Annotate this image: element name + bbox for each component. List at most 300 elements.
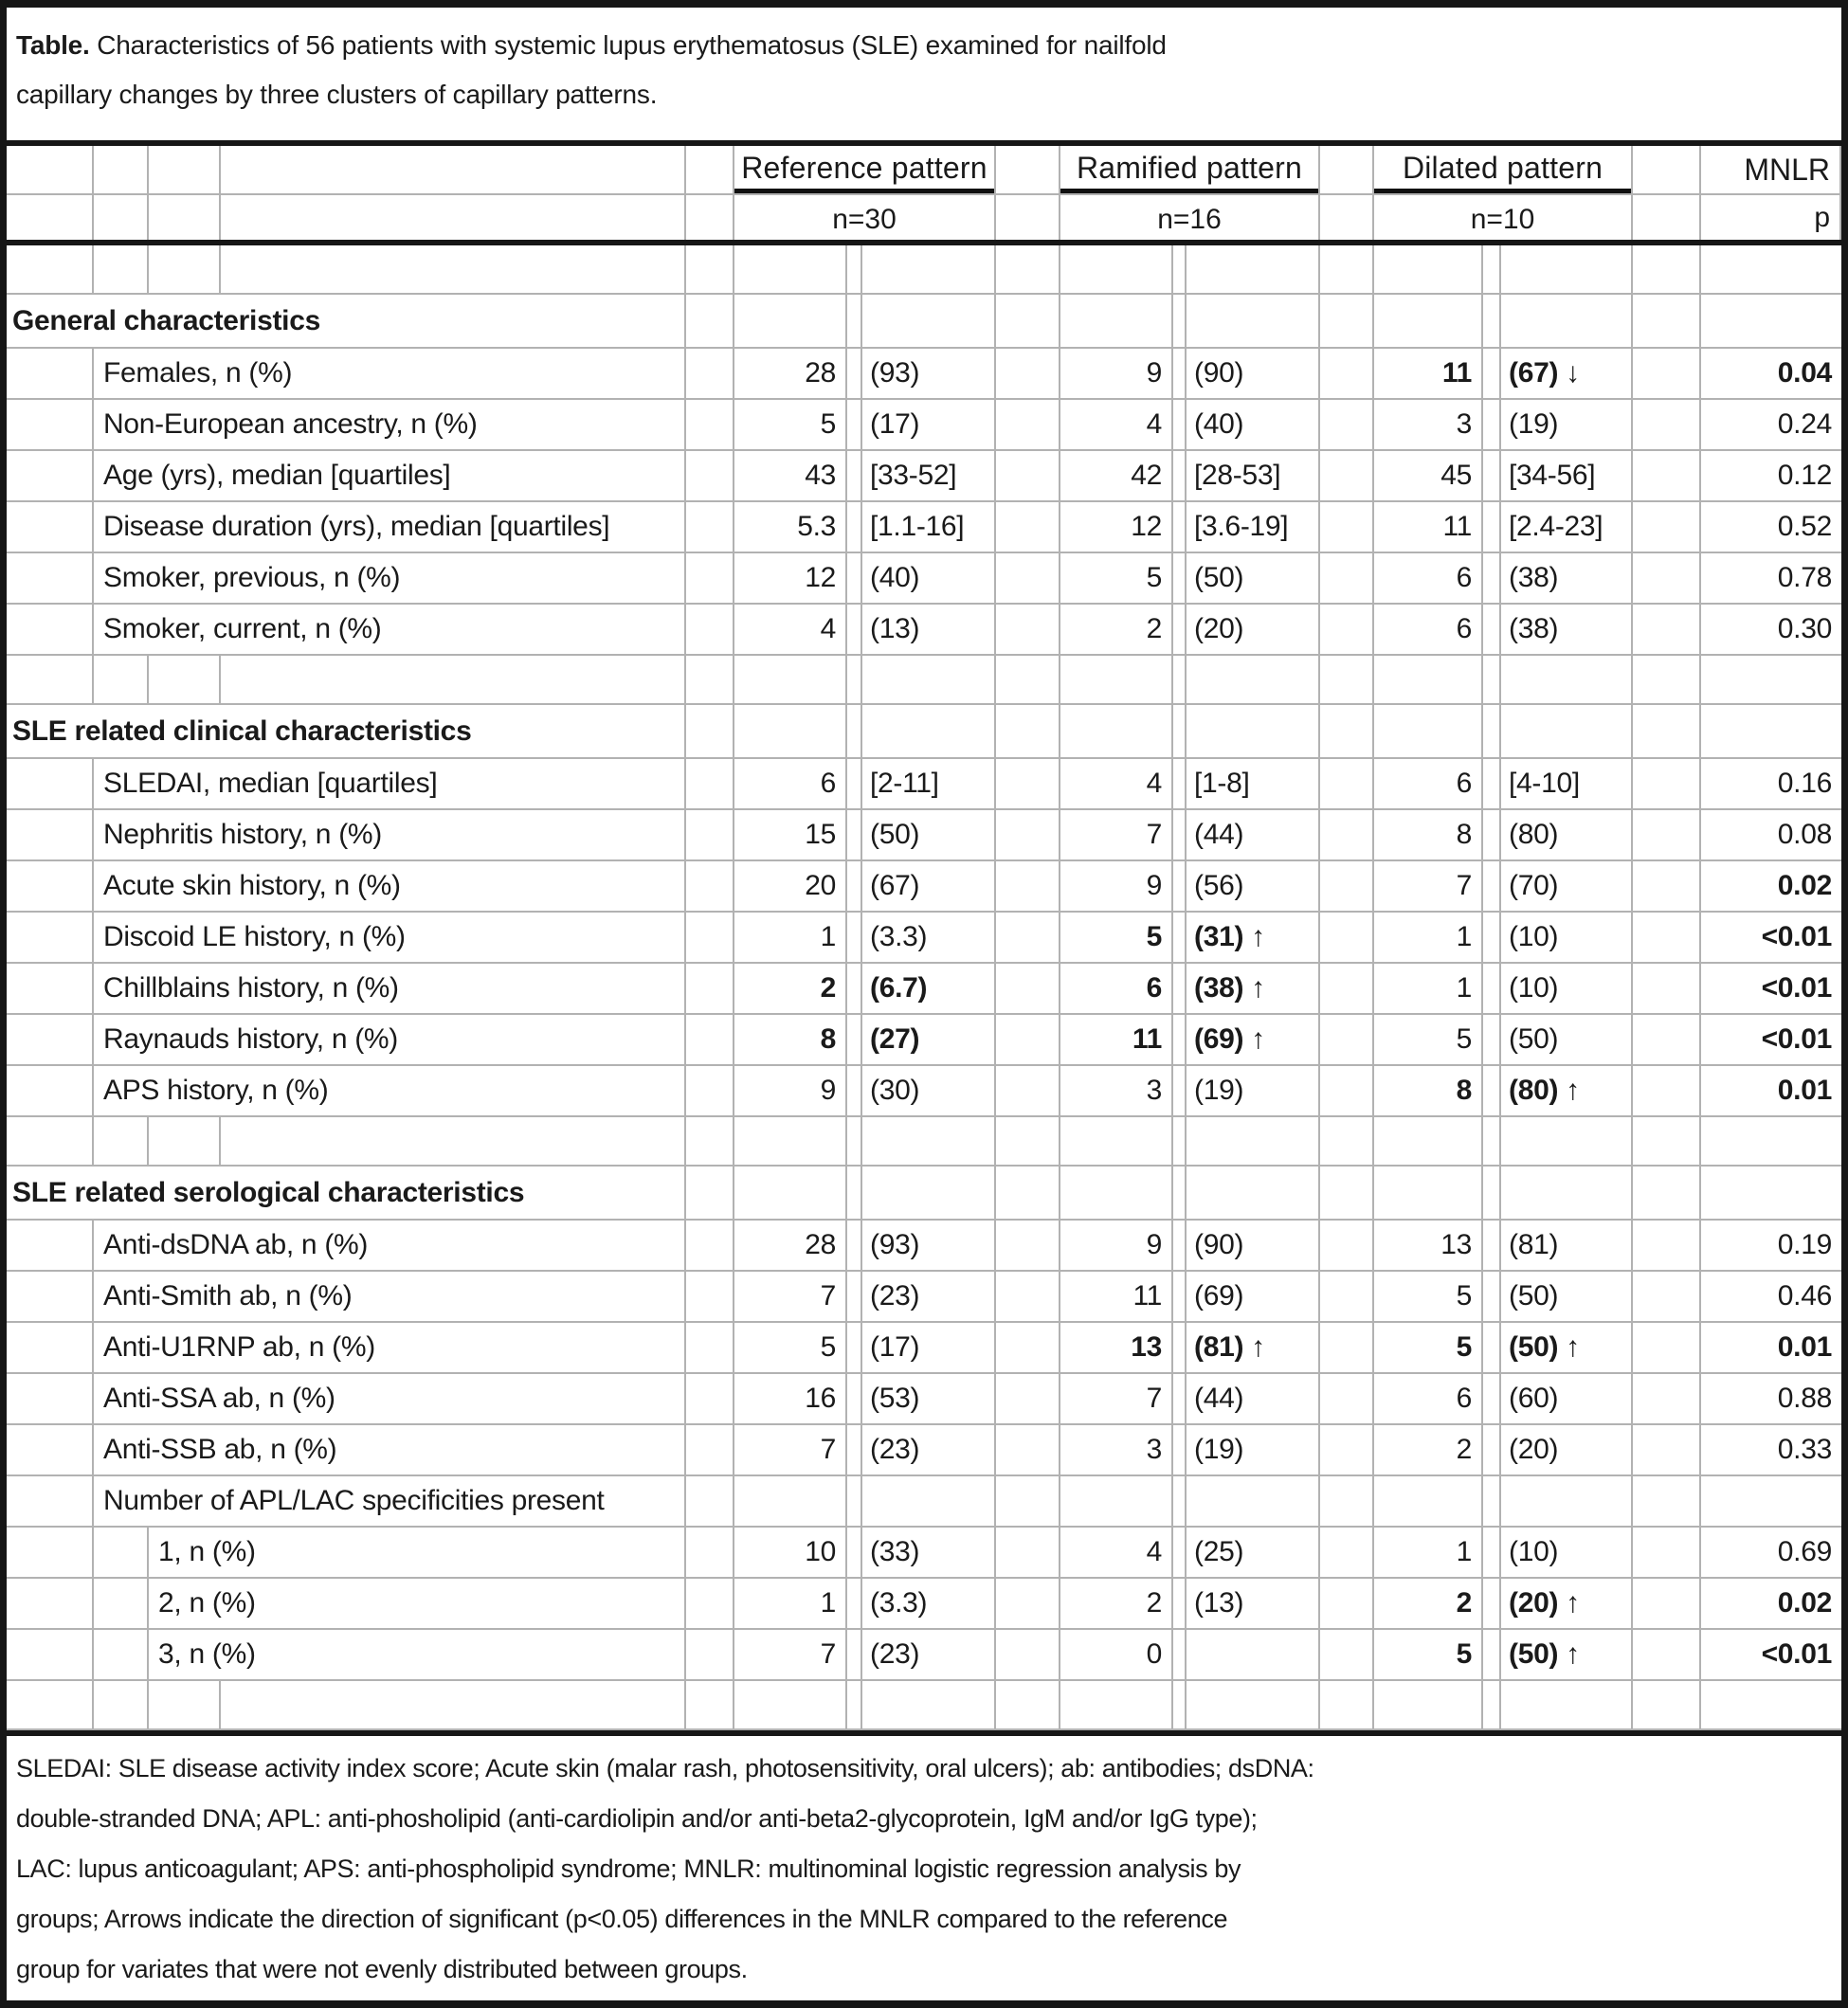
gap-cell — [1633, 1630, 1701, 1679]
row-label: 2, n (%) — [158, 1587, 256, 1619]
section-heading: SLE related clinical characteristics — [12, 715, 472, 747]
title-line1: Characteristics of 56 patients with systemic lupus erythematosus (SLE) examined for nailfold — [89, 30, 1167, 60]
narrow-cell — [847, 1528, 862, 1577]
grid-spacer — [94, 1117, 149, 1165]
table-row — [7, 759, 1841, 810]
gap-cell — [686, 1476, 734, 1526]
gap-cell — [1320, 1528, 1374, 1577]
cell-p-value — [1701, 1117, 1841, 1165]
row-label-cell — [7, 502, 686, 552]
grid-spacer — [149, 656, 221, 703]
narrow-cell — [847, 1015, 862, 1064]
cell-p-value: 0.52 — [1777, 511, 1832, 542]
gap-cell — [686, 705, 734, 757]
grid-spacer — [7, 349, 94, 398]
row-label-cell — [7, 605, 686, 654]
gap-cell — [996, 1323, 1060, 1372]
cell-reference-n: 16 — [734, 1374, 847, 1423]
cell-dilated-pct: [34-56] — [1501, 451, 1633, 500]
cell-dilated-n: 5 — [1374, 1630, 1483, 1679]
gap-cell — [1320, 656, 1374, 703]
cell-reference-pct: (33) — [862, 1528, 996, 1577]
gap-cell — [1633, 295, 1701, 347]
gap-cell — [1633, 502, 1701, 552]
narrow-cell — [1483, 1528, 1501, 1577]
row-label: Anti-U1RNP ab, n (%) — [103, 1331, 375, 1363]
cell-dilated-pct: [2.4-23] — [1501, 502, 1633, 552]
narrow-cell — [1483, 1066, 1501, 1115]
narrow-cell — [847, 759, 862, 808]
gap-cell — [1320, 195, 1374, 240]
gap-cell — [686, 1630, 734, 1679]
cell-p-value — [1701, 245, 1841, 293]
cell-dilated-pct: (60) — [1501, 1374, 1633, 1423]
row-label-cell — [7, 964, 686, 1013]
cell-reference-pct: (17) — [862, 1323, 996, 1372]
gap-cell — [686, 964, 734, 1013]
cell-ramified-pct: (20) — [1187, 605, 1320, 654]
cell-p-value: <0.01 — [1761, 1023, 1832, 1055]
cell-ramified-pct — [1187, 1167, 1320, 1219]
gap-cell — [996, 146, 1060, 193]
cell-p-value: 0.04 — [1777, 357, 1832, 389]
row-label: Discoid LE history, n (%) — [103, 921, 406, 952]
narrow-cell — [1483, 1681, 1501, 1728]
gap-cell — [996, 656, 1060, 703]
table-row — [7, 1015, 1841, 1066]
grid-spacer — [7, 1681, 94, 1728]
cell-dilated-n — [1374, 1476, 1483, 1526]
cell-reference-pct: (17) — [862, 400, 996, 449]
cell-p-value: 0.02 — [1777, 870, 1832, 901]
gap-cell — [1320, 1015, 1374, 1064]
narrow-cell — [1483, 400, 1501, 449]
narrow-cell — [1173, 913, 1187, 962]
cell-ramified-pct: (90) — [1187, 349, 1320, 398]
cell-ramified-pct — [1187, 705, 1320, 757]
column-header-reference-pattern: Reference pattern — [734, 146, 996, 193]
cell-dilated-n: 11 — [1374, 502, 1483, 552]
row-label-cell — [7, 861, 686, 911]
gap-cell — [996, 964, 1060, 1013]
narrow-cell — [847, 861, 862, 911]
narrow-cell — [1483, 1272, 1501, 1321]
cell-dilated-n — [1374, 1681, 1483, 1728]
cell-reference-pct: (40) — [862, 553, 996, 603]
cell-ramified-n: 11 — [1060, 1015, 1173, 1064]
cell-reference-n: 6 — [734, 759, 847, 808]
grid-spacer — [7, 1476, 94, 1526]
narrow-cell — [1483, 705, 1501, 757]
gap-cell — [686, 605, 734, 654]
cell-ramified-pct — [1187, 1630, 1320, 1679]
footnote-line: group for variates that were not evenly distributed between groups. — [16, 1955, 748, 1983]
cell-p-value — [1701, 295, 1841, 347]
cell-dilated-pct: (81) — [1501, 1221, 1633, 1270]
footnote-line: SLEDAI: SLE disease activity index score; Acute skin (malar rash, photosensitivity, oral ulcers); ab: antibodies; dsDNA: — [16, 1754, 1314, 1782]
narrow-cell — [1173, 502, 1187, 552]
gap-cell — [686, 146, 734, 193]
cell-reference-pct: (6.7) — [862, 964, 996, 1013]
cell-reference-pct: (13) — [862, 605, 996, 654]
row-label-cell — [7, 1579, 686, 1628]
cell-dilated-pct: [4-10] — [1501, 759, 1633, 808]
gap-cell — [1320, 861, 1374, 911]
narrow-cell — [1483, 1579, 1501, 1628]
table-row — [7, 502, 1841, 553]
grid-spacer — [94, 146, 149, 193]
cell-ramified-n: 11 — [1060, 1272, 1173, 1321]
cell-ramified-n: 9 — [1060, 1221, 1173, 1270]
cell-dilated-n — [1374, 656, 1483, 703]
row-label-cell — [7, 349, 686, 398]
cell-ramified-n: 4 — [1060, 400, 1173, 449]
gap-cell — [1320, 295, 1374, 347]
narrow-cell — [1173, 1066, 1187, 1115]
cell-reference-pct: (23) — [862, 1630, 996, 1679]
gap-cell — [996, 295, 1060, 347]
narrow-cell — [1173, 553, 1187, 603]
gap-cell — [686, 349, 734, 398]
cell-reference-n — [734, 295, 847, 347]
row-label: Anti-SSA ab, n (%) — [103, 1383, 335, 1414]
table-row — [7, 1374, 1841, 1425]
gap-cell — [996, 759, 1060, 808]
cell-ramified-pct — [1187, 295, 1320, 347]
row-label-cell — [7, 705, 686, 757]
narrow-cell — [847, 1476, 862, 1526]
grid-spacer — [149, 1117, 221, 1165]
column-subheader-row — [7, 195, 1841, 245]
narrow-cell — [1483, 656, 1501, 703]
header-label-area — [7, 146, 686, 193]
gap-cell — [996, 1221, 1060, 1270]
gap-cell — [1320, 502, 1374, 552]
cell-dilated-pct — [1501, 656, 1633, 703]
cell-ramified-pct: [3.6-19] — [1187, 502, 1320, 552]
grid-spacer — [7, 861, 94, 911]
narrow-cell — [847, 295, 862, 347]
cell-ramified-n: 7 — [1060, 810, 1173, 859]
gap-cell — [996, 810, 1060, 859]
row-label-cell — [7, 451, 686, 500]
cell-ramified-pct: (31) ↑ — [1187, 913, 1320, 962]
row-label-cell — [7, 1066, 686, 1115]
cell-dilated-pct: (50) — [1501, 1272, 1633, 1321]
cell-dilated-n: 1 — [1374, 1528, 1483, 1577]
gap-cell — [1633, 1117, 1701, 1165]
grid-spacer — [7, 1117, 94, 1165]
gap-cell — [996, 605, 1060, 654]
narrow-cell — [1173, 1117, 1187, 1165]
row-label: Anti-dsDNA ab, n (%) — [103, 1229, 369, 1260]
table-row — [7, 1221, 1841, 1272]
cell-ramified-n: 7 — [1060, 1374, 1173, 1423]
cell-p-value: <0.01 — [1761, 921, 1832, 952]
gap-cell — [1633, 759, 1701, 808]
gap-cell — [1633, 451, 1701, 500]
gap-cell — [996, 1066, 1060, 1115]
cell-reference-pct: (93) — [862, 349, 996, 398]
row-label-cell — [7, 1323, 686, 1372]
row-label: Age (yrs), median [quartiles] — [103, 460, 451, 491]
table-row — [7, 1528, 1841, 1579]
gap-cell — [996, 502, 1060, 552]
narrow-cell — [1483, 1476, 1501, 1526]
column-subheader-n-ramified: n=16 — [1060, 195, 1320, 240]
cell-ramified-n — [1060, 245, 1173, 293]
cell-reference-pct — [862, 1117, 996, 1165]
grid-spacer — [7, 656, 94, 703]
narrow-cell — [847, 913, 862, 962]
table-row — [7, 861, 1841, 913]
gap-cell — [1320, 913, 1374, 962]
gap-cell — [686, 1528, 734, 1577]
cell-dilated-pct — [1501, 1117, 1633, 1165]
narrow-cell — [1173, 1630, 1187, 1679]
gap-cell — [686, 295, 734, 347]
cell-reference-pct: (53) — [862, 1374, 996, 1423]
narrow-cell — [1483, 759, 1501, 808]
cell-p-value: 0.19 — [1777, 1229, 1832, 1260]
gap-cell — [686, 861, 734, 911]
narrow-cell — [1483, 451, 1501, 500]
cell-p-value: 0.78 — [1777, 562, 1832, 593]
column-subheader-n-reference: n=30 — [734, 195, 996, 240]
gap-cell — [1320, 1066, 1374, 1115]
table-row — [7, 451, 1841, 502]
table-row — [7, 1323, 1841, 1374]
cell-reference-pct: (50) — [862, 810, 996, 859]
row-label: Smoker, previous, n (%) — [103, 562, 401, 593]
narrow-cell — [1173, 705, 1187, 757]
cell-reference-n: 1 — [734, 913, 847, 962]
gap-cell — [1633, 400, 1701, 449]
row-label-cell — [7, 1681, 686, 1728]
cell-ramified-n — [1060, 1681, 1173, 1728]
cell-dilated-pct: (10) — [1501, 964, 1633, 1013]
gap-cell — [1633, 349, 1701, 398]
cell-reference-pct: [2-11] — [862, 759, 996, 808]
narrow-cell — [1483, 1221, 1501, 1270]
row-label: Acute skin history, n (%) — [103, 870, 401, 901]
gap-cell — [996, 245, 1060, 293]
cell-ramified-pct: [1-8] — [1187, 759, 1320, 808]
narrow-cell — [847, 1681, 862, 1728]
grid-spacer — [7, 1630, 94, 1679]
cell-p-value: 0.69 — [1777, 1536, 1832, 1567]
gap-cell — [686, 1272, 734, 1321]
grid-spacer — [7, 605, 94, 654]
table-row — [7, 913, 1841, 964]
cell-ramified-n: 3 — [1060, 1066, 1173, 1115]
narrow-cell — [847, 605, 862, 654]
gap-cell — [1320, 605, 1374, 654]
cell-reference-pct: (67) — [862, 861, 996, 911]
cell-reference-n: 10 — [734, 1528, 847, 1577]
table-row — [7, 400, 1841, 451]
grid-spacer — [94, 195, 149, 240]
narrow-cell — [1173, 1528, 1187, 1577]
cell-dilated-pct — [1501, 295, 1633, 347]
gap-cell — [1633, 245, 1701, 293]
grid-spacer — [149, 146, 221, 193]
narrow-cell — [1173, 1374, 1187, 1423]
narrow-cell — [847, 400, 862, 449]
gap-cell — [1320, 1579, 1374, 1628]
cell-ramified-n: 3 — [1060, 1425, 1173, 1474]
narrow-cell — [1173, 1476, 1187, 1526]
gap-cell — [1320, 349, 1374, 398]
gap-cell — [996, 1476, 1060, 1526]
row-label-cell — [7, 1630, 686, 1679]
cell-reference-n — [734, 1476, 847, 1526]
grid-spacer — [7, 1323, 94, 1372]
narrow-cell — [1173, 451, 1187, 500]
cell-dilated-n: 7 — [1374, 861, 1483, 911]
cell-ramified-n: 9 — [1060, 349, 1173, 398]
table-row — [7, 349, 1841, 400]
gap-cell — [996, 1579, 1060, 1628]
cell-p-value: 0.12 — [1777, 460, 1832, 491]
gap-cell — [1320, 1681, 1374, 1728]
footnote-line: double-stranded DNA; APL: anti-phosholipid (anti-cardiolipin and/or anti-beta2-glycoprotein, IgM and/or IgG type); — [16, 1804, 1258, 1833]
cell-dilated-pct: (80) ↑ — [1501, 1066, 1633, 1115]
grid-spacer — [149, 1681, 221, 1728]
cell-dilated-pct: (70) — [1501, 861, 1633, 911]
gap-cell — [1633, 964, 1701, 1013]
narrow-cell — [1483, 1015, 1501, 1064]
cell-ramified-pct: (44) — [1187, 810, 1320, 859]
narrow-cell — [1173, 400, 1187, 449]
cell-dilated-pct — [1501, 1476, 1633, 1526]
cell-reference-pct: [1.1-16] — [862, 502, 996, 552]
cell-dilated-pct: (19) — [1501, 400, 1633, 449]
row-label: Anti-SSB ab, n (%) — [103, 1434, 337, 1465]
table-row — [7, 1476, 1841, 1528]
cell-dilated-n: 2 — [1374, 1579, 1483, 1628]
gap-cell — [996, 913, 1060, 962]
cell-p-value — [1701, 656, 1841, 703]
column-header-ramified-pattern: Ramified pattern — [1060, 146, 1320, 193]
cell-reference-n: 1 — [734, 1579, 847, 1628]
table-row — [7, 1630, 1841, 1681]
narrow-cell — [847, 349, 862, 398]
narrow-cell — [847, 810, 862, 859]
table-row — [7, 1425, 1841, 1476]
cell-dilated-pct: (10) — [1501, 913, 1633, 962]
gap-cell — [1633, 810, 1701, 859]
grid-spacer — [149, 195, 221, 240]
narrow-cell — [1483, 502, 1501, 552]
narrow-cell — [1173, 1221, 1187, 1270]
gap-cell — [996, 705, 1060, 757]
gap-cell — [1320, 705, 1374, 757]
grid-spacer — [7, 759, 94, 808]
gap-cell — [1633, 195, 1701, 240]
gap-cell — [686, 400, 734, 449]
narrow-cell — [1483, 1374, 1501, 1423]
narrow-cell — [1173, 245, 1187, 293]
grid-spacer — [7, 502, 94, 552]
narrow-cell — [1483, 861, 1501, 911]
gap-cell — [1633, 1374, 1701, 1423]
row-label-cell — [7, 1015, 686, 1064]
row-label-cell — [7, 1528, 686, 1577]
narrow-cell — [847, 656, 862, 703]
row-label-cell — [7, 400, 686, 449]
cell-reference-n: 5 — [734, 400, 847, 449]
narrow-cell — [1173, 656, 1187, 703]
gap-cell — [686, 245, 734, 293]
cell-p-value: 0.01 — [1777, 1331, 1832, 1363]
cell-ramified-n: 5 — [1060, 913, 1173, 962]
narrow-cell — [1173, 1015, 1187, 1064]
cell-ramified-pct: (38) ↑ — [1187, 964, 1320, 1013]
gap-cell — [996, 553, 1060, 603]
cell-ramified-n — [1060, 705, 1173, 757]
cell-ramified-pct: (81) ↑ — [1187, 1323, 1320, 1372]
cell-dilated-pct — [1501, 705, 1633, 757]
cell-reference-n: 20 — [734, 861, 847, 911]
spacer-row — [7, 1117, 1841, 1167]
gap-cell — [1633, 1579, 1701, 1628]
narrow-cell — [847, 1167, 862, 1219]
gap-cell — [1633, 1425, 1701, 1474]
narrow-cell — [1483, 810, 1501, 859]
gap-cell — [686, 810, 734, 859]
cell-ramified-n: 5 — [1060, 553, 1173, 603]
cell-ramified-pct: (25) — [1187, 1528, 1320, 1577]
cell-ramified-n — [1060, 1117, 1173, 1165]
gap-cell — [686, 913, 734, 962]
cell-p-value: 0.46 — [1777, 1280, 1832, 1312]
grid-spacer — [94, 1681, 149, 1728]
grid-spacer — [94, 1630, 149, 1679]
cell-dilated-n: 6 — [1374, 1374, 1483, 1423]
gap-cell — [1320, 245, 1374, 293]
grid-spacer — [7, 1272, 94, 1321]
gap-cell — [1633, 605, 1701, 654]
narrow-cell — [1483, 1117, 1501, 1165]
cell-ramified-pct — [1187, 1117, 1320, 1165]
row-label-cell — [7, 295, 686, 347]
grid-spacer — [7, 146, 94, 193]
cell-ramified-n: 42 — [1060, 451, 1173, 500]
cell-p-value: 0.24 — [1777, 408, 1832, 440]
cell-ramified-n: 0 — [1060, 1630, 1173, 1679]
cell-reference-pct: (23) — [862, 1272, 996, 1321]
spacer-row — [7, 245, 1841, 295]
row-label-cell — [7, 913, 686, 962]
cell-reference-pct — [862, 1681, 996, 1728]
cell-dilated-pct: (80) — [1501, 810, 1633, 859]
spacer-row — [7, 656, 1841, 705]
narrow-cell — [1173, 861, 1187, 911]
narrow-cell — [847, 245, 862, 293]
section-heading: SLE related serological characteristics — [12, 1176, 525, 1208]
cell-reference-pct — [862, 656, 996, 703]
cell-p-value: 0.01 — [1777, 1075, 1832, 1106]
table-title — [7, 8, 1841, 146]
gap-cell — [1633, 656, 1701, 703]
narrow-cell — [847, 1066, 862, 1115]
gap-cell — [1320, 759, 1374, 808]
cell-dilated-n: 11 — [1374, 349, 1483, 398]
narrow-cell — [1483, 1323, 1501, 1372]
row-label: Number of APL/LAC specificities present — [103, 1485, 605, 1516]
cell-p-value — [1701, 1681, 1841, 1728]
